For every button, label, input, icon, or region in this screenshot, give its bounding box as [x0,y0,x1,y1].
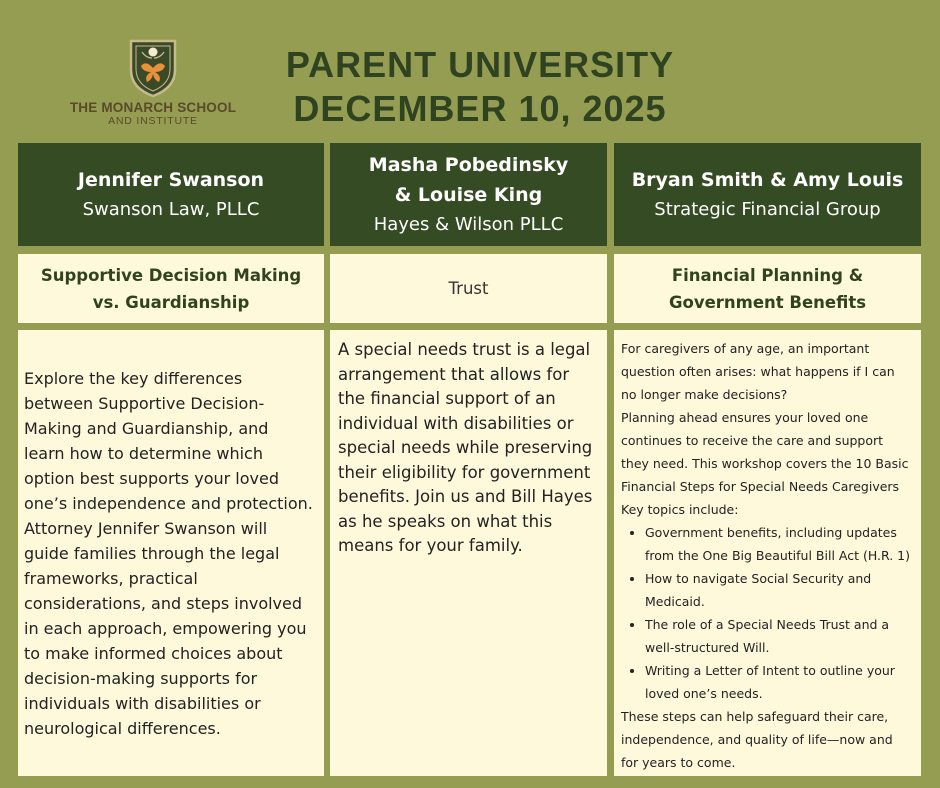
list-item: • Government benefits, including updates from the One Big Beautiful Bill Act (H.R. 1) [645,521,913,567]
topic-line-2: Government Benefits [668,292,867,312]
speaker-firm: Strategic Financial Group [654,198,881,220]
speaker-firm: Swanson Law, PLLC [82,198,260,220]
description-text: Explore the key differences between Supportive Decision-Making and Guardianship, and learn how to determine which option best supports your loved one’s independence and protection. Attorney Jennifer Swanson will guide families through the legal frameworks, practical considerations, and steps involved in each approach, empowering you to make informed choices about decision-making supports for individuals with disabilities or neurological differences. [24,368,313,738]
description-intro-3: Key topics include: [621,502,739,517]
description-outro: These steps can help safeguard their care, independence, and quality of life—now and for years to come. [621,709,893,770]
description-text: A special needs trust is a legal arrangement that allows for the financial support of an individual with disabilities or special needs while preserving their eligibility for government benefits. Join us and Bill Hayes as he speaks on what this means for your family. [338,340,593,555]
key-topics-list [621,521,913,705]
list-item: • Writing a Letter of Intent to outline your loved one’s needs. [645,659,913,705]
speaker-firm: Hayes & Wilson PLLC [373,213,564,235]
event-date: DECEMBER 10, 2025 [293,88,667,129]
speaker-name: Bryan Smith & Amy Louis [631,168,904,191]
topic-line-1: Supportive Decision Making [40,265,302,285]
description-intro-2: Planning ahead ensures your loved one continues to receive the care and support they need. This workshop covers the 10 Basic Financial Steps for Special Needs Caregivers [621,410,909,494]
topic-line-2: vs. Guardianship [92,292,250,312]
school-logo [58,38,248,130]
speaker-name-line-1: Masha Pobedinsky [368,153,569,176]
speaker-header-1 [18,143,324,246]
event-title: PARENT UNIVERSITY [285,44,675,85]
speaker-header-3 [614,143,921,246]
speaker-name: Jennifer Swanson [77,168,265,191]
shield-crest-icon [128,38,178,98]
speaker-header-2 [330,143,607,246]
topic-title: Trust [448,279,489,298]
logo-subname: AND INSTITUTE [108,115,198,127]
description-cell-3 [614,330,921,776]
description-intro-1: For caregivers of any age, an important question often arises: what happens if I can no longer make decisions? [621,341,895,402]
topic-line-1: Financial Planning & [671,265,864,285]
description-cell-2 [330,330,607,776]
description-cell-1 [18,330,324,776]
topic-cell-3 [614,254,921,323]
topic-cell-2 [330,254,607,323]
topic-cell-1 [18,254,324,323]
speaker-name-line-2: & Louise King [394,183,543,206]
list-item: • How to navigate Social Security and Medicaid. [645,567,913,613]
logo-name: THE MONARCH SCHOOL [69,100,237,115]
list-item: • The role of a Special Needs Trust and a well-structured Will. [645,613,913,659]
